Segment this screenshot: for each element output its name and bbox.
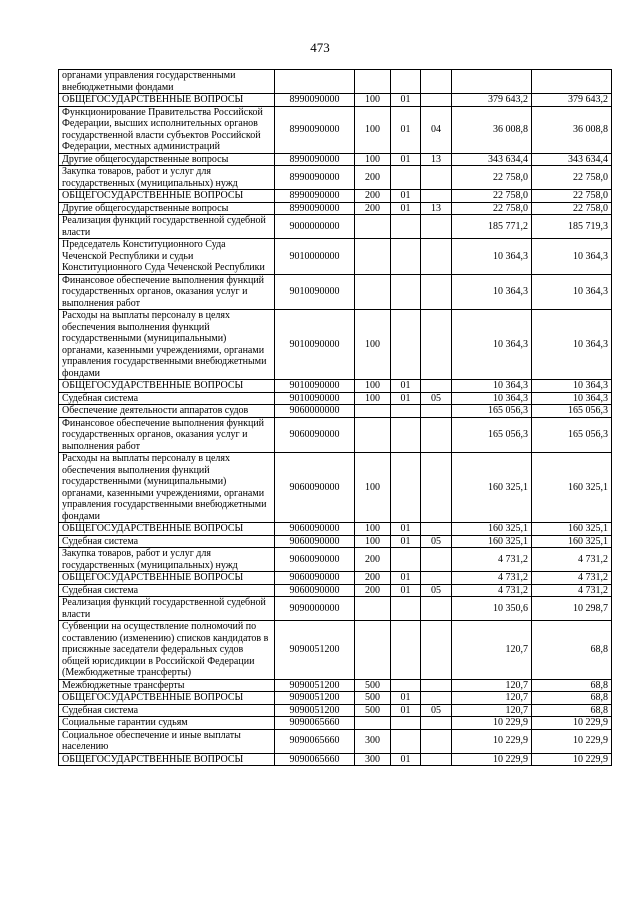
row-pr (421, 548, 452, 572)
row-code: 9060090000 (275, 535, 355, 548)
row-sum-2: 10 364,3 (532, 392, 612, 405)
row-vr (355, 717, 391, 730)
row-sum-2: 10 364,3 (532, 274, 612, 310)
row-sum-1: 10 364,3 (452, 310, 532, 380)
row-vr: 100 (355, 392, 391, 405)
row-sum-2: 68,8 (532, 692, 612, 705)
row-sum-2: 10 298,7 (532, 597, 612, 621)
row-rz: 01 (391, 584, 421, 597)
table-row (59, 380, 612, 393)
row-code: 9010090000 (275, 392, 355, 405)
row-sum-1: 22 758,0 (452, 190, 532, 203)
row-code: 9010090000 (275, 274, 355, 310)
row-vr: 100 (355, 153, 391, 166)
row-name: ОБЩЕГОСУДАРСТВЕННЫЕ ВОПРОСЫ (59, 572, 275, 585)
row-sum-2: 10 364,3 (532, 380, 612, 393)
row-pr (421, 692, 452, 705)
row-name: Функционирование Правительства Российской Федерации, высших исполнительных органов государственной власти субъектов Российской Федерации, местных администраций (59, 106, 275, 153)
row-name: органами управления государственными внебюджетными фондами (59, 70, 275, 94)
row-sum-1: 120,7 (452, 692, 532, 705)
row-vr: 100 (355, 535, 391, 548)
row-pr (421, 310, 452, 380)
row-rz (391, 548, 421, 572)
row-sum-1: 4 731,2 (452, 572, 532, 585)
row-rz (391, 417, 421, 453)
row-sum-1: 160 325,1 (452, 535, 532, 548)
table-row (59, 153, 612, 166)
row-sum-1: 165 056,3 (452, 417, 532, 453)
row-rz: 01 (391, 392, 421, 405)
row-sum-1: 10 229,9 (452, 717, 532, 730)
row-vr (355, 274, 391, 310)
table-row (59, 584, 612, 597)
row-pr (421, 166, 452, 190)
row-sum-2: 10 364,3 (532, 310, 612, 380)
row-rz (391, 166, 421, 190)
row-pr (421, 729, 452, 753)
row-sum-2: 165 056,3 (532, 405, 612, 418)
row-code: 9090051200 (275, 679, 355, 692)
table-row (59, 392, 612, 405)
row-sum-2: 22 758,0 (532, 166, 612, 190)
row-sum-1: 120,7 (452, 704, 532, 717)
budget-table (58, 69, 612, 766)
row-name: Реализация функций государственной судебной власти (59, 215, 275, 239)
row-rz: 01 (391, 704, 421, 717)
row-pr (421, 572, 452, 585)
row-vr: 500 (355, 704, 391, 717)
row-code: 9090065660 (275, 729, 355, 753)
row-code: 9090051200 (275, 621, 355, 680)
row-code (275, 70, 355, 94)
row-name: Другие общегосударственные вопросы (59, 153, 275, 166)
row-sum-2: 4 731,2 (532, 584, 612, 597)
row-sum-2: 22 758,0 (532, 190, 612, 203)
row-pr: 05 (421, 704, 452, 717)
row-code: 9010090000 (275, 380, 355, 393)
row-pr: 04 (421, 106, 452, 153)
row-pr (421, 380, 452, 393)
row-name: ОБЩЕГОСУДАРСТВЕННЫЕ ВОПРОСЫ (59, 94, 275, 107)
row-sum-2: 10 229,9 (532, 717, 612, 730)
row-sum-2: 343 634,4 (532, 153, 612, 166)
row-rz (391, 239, 421, 275)
row-rz (391, 405, 421, 418)
row-pr: 13 (421, 202, 452, 215)
table-row (59, 453, 612, 523)
table-row (59, 215, 612, 239)
row-code: 9010000000 (275, 239, 355, 275)
row-sum-2: 10 229,9 (532, 753, 612, 766)
row-code: 9060090000 (275, 584, 355, 597)
row-pr (421, 215, 452, 239)
row-rz: 01 (391, 535, 421, 548)
row-code: 9060090000 (275, 417, 355, 453)
row-sum-1: 160 325,1 (452, 523, 532, 536)
row-pr: 05 (421, 535, 452, 548)
row-vr: 200 (355, 190, 391, 203)
row-pr (421, 717, 452, 730)
row-pr: 05 (421, 584, 452, 597)
table-row (59, 679, 612, 692)
row-pr (421, 621, 452, 680)
row-code: 8990090000 (275, 190, 355, 203)
table-row (59, 239, 612, 275)
row-vr: 300 (355, 729, 391, 753)
row-sum-2: 10 364,3 (532, 239, 612, 275)
row-code: 9060090000 (275, 453, 355, 523)
row-rz: 01 (391, 190, 421, 203)
row-name: Другие общегосударственные вопросы (59, 202, 275, 215)
table-row (59, 621, 612, 680)
row-name: ОБЩЕГОСУДАРСТВЕННЫЕ ВОПРОСЫ (59, 190, 275, 203)
row-sum-1: 10 364,3 (452, 274, 532, 310)
row-vr (355, 417, 391, 453)
row-sum-1: 4 731,2 (452, 584, 532, 597)
row-code: 9090051200 (275, 704, 355, 717)
row-rz: 01 (391, 523, 421, 536)
row-sum-1: 165 056,3 (452, 405, 532, 418)
row-vr: 200 (355, 572, 391, 585)
row-sum-1: 10 364,3 (452, 239, 532, 275)
row-pr (421, 753, 452, 766)
table-row (59, 572, 612, 585)
row-name: Расходы на выплаты персоналу в целях обеспечения выполнения функций государственными (муниципальными) органами, казенными учреждениями, органами управления государственными внебюджетными фондами (59, 453, 275, 523)
row-name: Социальные гарантии судьям (59, 717, 275, 730)
row-sum-1: 185 771,2 (452, 215, 532, 239)
row-vr: 500 (355, 692, 391, 705)
table-row (59, 704, 612, 717)
row-vr (355, 215, 391, 239)
row-sum-1: 10 350,6 (452, 597, 532, 621)
row-code: 8990090000 (275, 166, 355, 190)
row-sum-1: 120,7 (452, 621, 532, 680)
row-name: Судебная система (59, 584, 275, 597)
row-code: 9000000000 (275, 215, 355, 239)
row-name: Расходы на выплаты персоналу в целях обеспечения выполнения функций государственными (муниципальными) органами, казенными учреждениями, органами управления государственными внебюджетными фондами (59, 310, 275, 380)
row-sum-1: 10 364,3 (452, 392, 532, 405)
row-name: Председатель Конституционного Суда Чеченской Республики и судьи Конституционного Суда Чеченской Республики (59, 239, 275, 275)
row-name: ОБЩЕГОСУДАРСТВЕННЫЕ ВОПРОСЫ (59, 753, 275, 766)
row-name: ОБЩЕГОСУДАРСТВЕННЫЕ ВОПРОСЫ (59, 523, 275, 536)
row-sum-2: 4 731,2 (532, 548, 612, 572)
row-name: Обеспечение деятельности аппаратов судов (59, 405, 275, 418)
row-code: 8990090000 (275, 153, 355, 166)
row-sum-1: 4 731,2 (452, 548, 532, 572)
table-row (59, 310, 612, 380)
row-vr (355, 405, 391, 418)
row-rz: 01 (391, 106, 421, 153)
table-row (59, 417, 612, 453)
row-code: 9060090000 (275, 572, 355, 585)
row-rz (391, 310, 421, 380)
row-code: 8990090000 (275, 202, 355, 215)
row-sum-1: 379 643,2 (452, 94, 532, 107)
row-name: Социальное обеспечение и иные выплаты населению (59, 729, 275, 753)
row-pr: 13 (421, 153, 452, 166)
row-vr: 100 (355, 106, 391, 153)
row-code: 9060000000 (275, 405, 355, 418)
row-vr (355, 621, 391, 680)
row-vr: 200 (355, 584, 391, 597)
row-pr (421, 679, 452, 692)
row-pr (421, 417, 452, 453)
row-name: Межбюджетные трансферты (59, 679, 275, 692)
table-row (59, 274, 612, 310)
row-sum-2: 185 719,3 (532, 215, 612, 239)
row-vr: 200 (355, 166, 391, 190)
row-vr: 100 (355, 310, 391, 380)
row-rz (391, 597, 421, 621)
table-row (59, 717, 612, 730)
row-rz: 01 (391, 94, 421, 107)
row-vr (355, 70, 391, 94)
row-vr: 100 (355, 94, 391, 107)
row-pr: 05 (421, 392, 452, 405)
row-rz (391, 717, 421, 730)
row-vr: 300 (355, 753, 391, 766)
row-rz: 01 (391, 202, 421, 215)
row-name: Закупка товаров, работ и услуг для государственных (муниципальных) нужд (59, 548, 275, 572)
row-sum-2: 379 643,2 (532, 94, 612, 107)
row-sum-1: 22 758,0 (452, 202, 532, 215)
row-pr (421, 453, 452, 523)
table-row (59, 166, 612, 190)
row-rz (391, 729, 421, 753)
row-rz: 01 (391, 380, 421, 393)
row-name: Финансовое обеспечение выполнения функций государственных органов, оказания услуг и выполнения работ (59, 274, 275, 310)
row-pr (421, 239, 452, 275)
row-sum-2: 22 758,0 (532, 202, 612, 215)
row-rz: 01 (391, 572, 421, 585)
row-sum-1 (452, 70, 532, 94)
row-sum-2 (532, 70, 612, 94)
row-rz: 01 (391, 692, 421, 705)
row-sum-2: 36 008,8 (532, 106, 612, 153)
table-row (59, 202, 612, 215)
row-rz (391, 70, 421, 94)
row-sum-2: 10 229,9 (532, 729, 612, 753)
row-pr (421, 597, 452, 621)
table-row (59, 106, 612, 153)
table-row (59, 190, 612, 203)
row-vr: 200 (355, 202, 391, 215)
row-code: 9090051200 (275, 692, 355, 705)
row-name: Закупка товаров, работ и услуг для государственных (муниципальных) нужд (59, 166, 275, 190)
row-sum-1: 10 364,3 (452, 380, 532, 393)
row-pr (421, 70, 452, 94)
row-vr: 100 (355, 453, 391, 523)
row-pr (421, 94, 452, 107)
row-sum-1: 10 229,9 (452, 729, 532, 753)
row-name: Судебная система (59, 392, 275, 405)
table-row (59, 597, 612, 621)
table-row (59, 548, 612, 572)
row-code: 9090065660 (275, 753, 355, 766)
row-name: Судебная система (59, 535, 275, 548)
row-sum-2: 160 325,1 (532, 523, 612, 536)
row-vr (355, 597, 391, 621)
row-code: 8990090000 (275, 106, 355, 153)
table-row (59, 535, 612, 548)
row-pr (421, 523, 452, 536)
table-row (59, 70, 612, 94)
row-name: Реализация функций государственной судебной власти (59, 597, 275, 621)
row-rz (391, 679, 421, 692)
row-sum-1: 343 634,4 (452, 153, 532, 166)
row-name: Финансовое обеспечение выполнения функций государственных органов, оказания услуг и выполнения работ (59, 417, 275, 453)
row-name: ОБЩЕГОСУДАРСТВЕННЫЕ ВОПРОСЫ (59, 380, 275, 393)
row-code: 9060090000 (275, 548, 355, 572)
row-rz (391, 453, 421, 523)
row-rz (391, 621, 421, 680)
row-code: 8990090000 (275, 94, 355, 107)
row-sum-2: 160 325,1 (532, 453, 612, 523)
row-sum-1: 160 325,1 (452, 453, 532, 523)
row-sum-1: 10 229,9 (452, 753, 532, 766)
row-vr: 100 (355, 523, 391, 536)
row-sum-2: 68,8 (532, 621, 612, 680)
table-row (59, 753, 612, 766)
row-sum-1: 36 008,8 (452, 106, 532, 153)
row-sum-2: 160 325,1 (532, 535, 612, 548)
row-name: Судебная система (59, 704, 275, 717)
row-pr (421, 405, 452, 418)
row-rz (391, 274, 421, 310)
row-code: 9090065660 (275, 717, 355, 730)
row-name: Субвенции на осуществление полномочий по составлению (изменению) списков кандидатов в присяжные заседатели федеральных судов общей юрисдикции в Российской Федерации (Межбюджетные трансферты) (59, 621, 275, 680)
row-rz: 01 (391, 153, 421, 166)
row-code: 9090000000 (275, 597, 355, 621)
row-vr: 100 (355, 380, 391, 393)
row-rz: 01 (391, 753, 421, 766)
row-pr (421, 274, 452, 310)
row-vr (355, 239, 391, 275)
row-vr: 200 (355, 548, 391, 572)
row-code: 9010090000 (275, 310, 355, 380)
page-number: 473 (310, 40, 330, 55)
row-name: ОБЩЕГОСУДАРСТВЕННЫЕ ВОПРОСЫ (59, 692, 275, 705)
row-sum-2: 68,8 (532, 679, 612, 692)
table-row (59, 692, 612, 705)
row-sum-2: 68,8 (532, 704, 612, 717)
table-row (59, 94, 612, 107)
table-row (59, 729, 612, 753)
row-sum-1: 22 758,0 (452, 166, 532, 190)
table-row (59, 523, 612, 536)
row-rz (391, 215, 421, 239)
row-code: 9060090000 (275, 523, 355, 536)
row-sum-2: 165 056,3 (532, 417, 612, 453)
row-sum-2: 4 731,2 (532, 572, 612, 585)
row-vr: 500 (355, 679, 391, 692)
row-sum-1: 120,7 (452, 679, 532, 692)
table-body (59, 70, 612, 766)
table-row (59, 405, 612, 418)
row-pr (421, 190, 452, 203)
